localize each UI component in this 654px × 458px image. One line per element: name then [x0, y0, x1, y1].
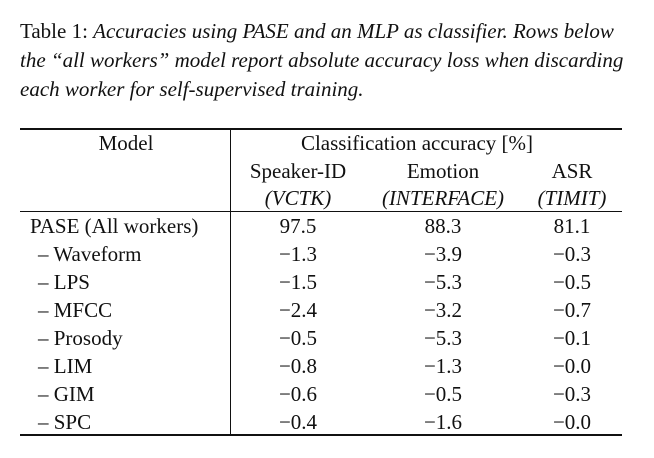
row-value-speaker: 97.5: [279, 214, 317, 238]
row-value-emotion: −5.3: [423, 326, 463, 350]
row-value-asr: −0.0: [552, 354, 592, 378]
row-value-asr: −0.7: [552, 298, 592, 322]
row-value-emotion: −3.9: [423, 242, 463, 266]
row-model: – SPC: [38, 410, 92, 434]
column-separator: [230, 128, 231, 434]
row-value-speaker: −0.8: [278, 354, 318, 378]
row-model: – Prosody: [38, 326, 123, 350]
header-dataset-asr: (TIMIT): [537, 186, 607, 210]
row-value-emotion: 88.3: [424, 214, 462, 238]
header-col-asr: ASR: [551, 159, 593, 183]
table-caption: [20, 17, 640, 104]
row-model: – Waveform: [38, 242, 142, 266]
header-group: Classification accuracy [%]: [300, 131, 534, 155]
row-value-asr: −0.3: [552, 242, 592, 266]
row-value-emotion: −5.3: [423, 270, 463, 294]
row-value-speaker: −0.5: [278, 326, 318, 350]
row-value-emotion: −3.2: [423, 298, 463, 322]
row-value-emotion: −1.6: [423, 410, 463, 434]
header-dataset-emotion: (INTERFACE): [381, 186, 505, 210]
row-model: – LIM: [38, 354, 93, 378]
caption-text: Accuracies using PASE and an MLP as classifier. Rows below the “all workers” model report absolute accuracy loss when discarding each worker for self-supervised training.: [20, 19, 624, 101]
row-value-speaker: −0.6: [278, 382, 318, 406]
header-col-speaker: Speaker-ID: [249, 159, 347, 183]
caption-label: Table 1:: [20, 19, 88, 43]
row-value-asr: −0.1: [552, 326, 592, 350]
header-model: Model: [98, 131, 154, 155]
row-model: – LPS: [38, 270, 90, 294]
header-dataset-speaker: (VCTK): [264, 186, 332, 210]
row-value-speaker: −0.4: [278, 410, 318, 434]
row-value-asr: −0.3: [552, 382, 592, 406]
row-model: – GIM: [38, 382, 95, 406]
row-value-asr: −0.5: [552, 270, 592, 294]
row-value-asr: −0.0: [552, 410, 592, 434]
row-value-asr: 81.1: [553, 214, 591, 238]
row-value-emotion: −0.5: [423, 382, 463, 406]
row-model: PASE (All workers): [30, 214, 199, 238]
results-table: [20, 128, 622, 438]
row-value-speaker: −1.5: [278, 270, 318, 294]
row-value-emotion: −1.3: [423, 354, 463, 378]
row-value-speaker: −2.4: [278, 298, 318, 322]
row-value-speaker: −1.3: [278, 242, 318, 266]
bottom-rule: [20, 434, 622, 436]
header-col-emotion: Emotion: [406, 159, 480, 183]
row-model: – MFCC: [38, 298, 113, 322]
